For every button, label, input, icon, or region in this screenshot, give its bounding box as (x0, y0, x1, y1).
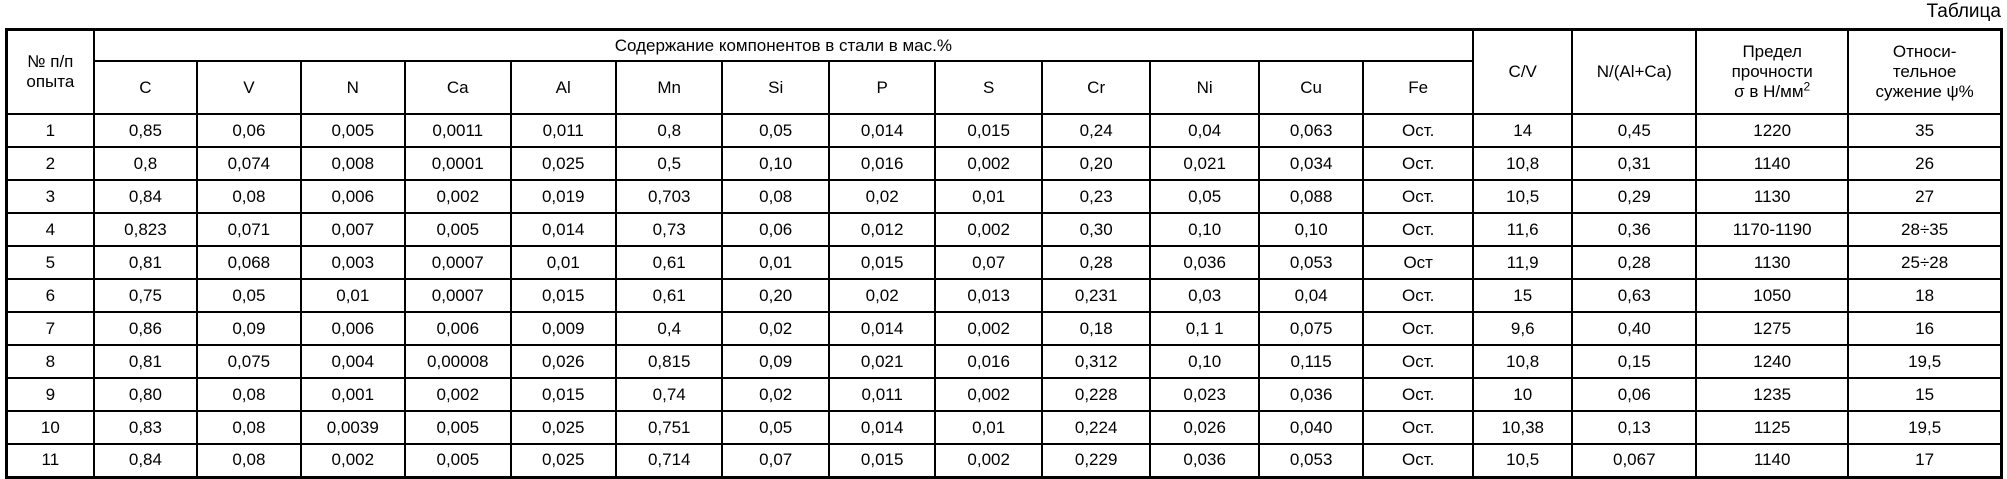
table-cell: 0,823 (94, 213, 197, 246)
table-row (7, 213, 2002, 246)
table-cell: 0,0001 (405, 147, 510, 180)
table-cell: 0,003 (301, 246, 405, 279)
table-cell: 0,012 (829, 213, 935, 246)
table-cell: 0,40 (1572, 312, 1696, 345)
table-cell: 0,74 (616, 378, 722, 411)
col-header-element-v: V (197, 61, 300, 114)
table-cell: 0,01 (935, 411, 1041, 444)
table-cell: 0,088 (1259, 180, 1363, 213)
table-cell: 0,015 (935, 114, 1041, 147)
table-cell: 0,002 (935, 444, 1041, 477)
table-cell: 0,06 (722, 213, 828, 246)
table-cell: 0,014 (829, 114, 935, 147)
col-header-element-c: C (94, 61, 197, 114)
table-cell: 0,224 (1042, 411, 1151, 444)
table-cell: 0,005 (405, 411, 510, 444)
table-cell: 0,007 (301, 213, 405, 246)
strength-line2: прочности (1731, 62, 1813, 81)
table-cell: 0,008 (301, 147, 405, 180)
table-row (7, 246, 2002, 279)
col-header-element-ca: Ca (405, 61, 510, 114)
table-cell: Ост. (1363, 345, 1473, 378)
table-cell: 0,24 (1042, 114, 1151, 147)
table-cell: 0,01 (722, 246, 828, 279)
table-cell: 0,021 (829, 345, 935, 378)
table-cell: 0,703 (616, 180, 722, 213)
table-cell: 0,075 (1259, 312, 1363, 345)
table-cell: 0,002 (935, 312, 1041, 345)
table-row (7, 114, 2002, 147)
table-cell: 0,05 (1150, 180, 1259, 213)
table-cell: 0,016 (829, 147, 935, 180)
table-cell: 0,025 (511, 411, 616, 444)
table-cell: 0,075 (197, 345, 300, 378)
table-cell: 2 (7, 147, 94, 180)
table-cell: Ост. (1363, 114, 1473, 147)
table-cell: 0,067 (1572, 444, 1696, 477)
table-cell: 0,20 (1042, 147, 1151, 180)
table-cell: 0,714 (616, 444, 722, 477)
table-cell: 0,002 (935, 213, 1041, 246)
table-cell: 1275 (1696, 312, 1848, 345)
table-cell: 4 (7, 213, 94, 246)
table-cell: 0,75 (94, 279, 197, 312)
table-cell: Ост. (1363, 444, 1473, 477)
col-header-element-p: P (829, 61, 935, 114)
table-cell: 0,28 (1572, 246, 1696, 279)
col-header-experiment-number (7, 30, 94, 115)
table-cell: 0,80 (94, 378, 197, 411)
table-cell: Ост. (1363, 213, 1473, 246)
table-cell: 0,8 (94, 147, 197, 180)
table-cell: 0,014 (829, 312, 935, 345)
col-header-element-fe: Fe (1363, 61, 1473, 114)
experiment-number-line2: опыта (26, 72, 75, 91)
table-cell: Ост. (1363, 147, 1473, 180)
table-cell: 1130 (1696, 180, 1848, 213)
table-cell: 0,004 (301, 345, 405, 378)
table-cell: 0,002 (405, 180, 510, 213)
col-header-element-cu: Cu (1259, 61, 1363, 114)
col-header-element-mn: Mn (616, 61, 722, 114)
table-cell: 0,13 (1572, 411, 1696, 444)
col-header-element-al: Al (511, 61, 616, 114)
table-row (7, 378, 2002, 411)
table-cell: 1130 (1696, 246, 1848, 279)
table-row (7, 147, 2002, 180)
table-cell: 25÷28 (1848, 246, 2001, 279)
col-header-n-alca-ratio: N/(Al+Ca) (1572, 30, 1696, 115)
table-cell: 0,011 (511, 114, 616, 147)
table-cell: 14 (1473, 114, 1572, 147)
table-cell: 0,05 (722, 411, 828, 444)
table-body (7, 114, 2002, 477)
table-cell: 5 (7, 246, 94, 279)
table-cell: 0,08 (722, 180, 828, 213)
table-cell: 0,751 (616, 411, 722, 444)
table-cell: 10,8 (1473, 345, 1572, 378)
table-cell: 1235 (1696, 378, 1848, 411)
table-cell: 0,0011 (405, 114, 510, 147)
narrowing-line3: сужение ψ% (1875, 82, 1974, 101)
narrowing-line2: тельное (1892, 62, 1957, 81)
table-cell: 10 (7, 411, 94, 444)
table-cell: 1125 (1696, 411, 1848, 444)
table-cell: 0,063 (1259, 114, 1363, 147)
strength-line3: σ в Н/мм (1734, 82, 1804, 101)
table-cell: Ост (1363, 246, 1473, 279)
table-cell: 0,07 (935, 246, 1041, 279)
table-cell: 0,021 (1150, 147, 1259, 180)
table-cell: 28÷35 (1848, 213, 2001, 246)
col-header-element-s: S (935, 61, 1041, 114)
table-cell: 0,09 (722, 345, 828, 378)
table-cell: 27 (1848, 180, 2001, 213)
table-cell: 0,015 (511, 279, 616, 312)
table-cell: Ост. (1363, 411, 1473, 444)
table-cell: 0,10 (1259, 213, 1363, 246)
table-cell: 0,115 (1259, 345, 1363, 378)
table-cell: 0,05 (197, 279, 300, 312)
table-cell: 0,8 (616, 114, 722, 147)
table-cell: 0,20 (722, 279, 828, 312)
table-header (7, 30, 2002, 115)
table-cell: 0,01 (511, 246, 616, 279)
table-cell: Ост. (1363, 312, 1473, 345)
table-row (7, 345, 2002, 378)
table-cell: 0,02 (829, 279, 935, 312)
table-cell: 0,07 (722, 444, 828, 477)
table-cell: 15 (1848, 378, 2001, 411)
table-cell: 0,01 (301, 279, 405, 312)
table-cell: 0,08 (197, 180, 300, 213)
table-cell: 0,006 (405, 312, 510, 345)
table-cell: 0,025 (511, 147, 616, 180)
table-cell: 0,006 (301, 180, 405, 213)
table-cell: 11,9 (1473, 246, 1572, 279)
table-cell: Ост. (1363, 378, 1473, 411)
table-cell: 0,10 (1150, 213, 1259, 246)
table-cell: 0,01 (935, 180, 1041, 213)
table-cell: 10,5 (1473, 180, 1572, 213)
table-cell: 0,02 (829, 180, 935, 213)
table-cell: 0,08 (197, 444, 300, 477)
table-cell: 0,15 (1572, 345, 1696, 378)
table-cell: 9 (7, 378, 94, 411)
table-cell: 0,84 (94, 180, 197, 213)
table-cell: 0,28 (1042, 246, 1151, 279)
table-cell: 0,1 1 (1150, 312, 1259, 345)
table-cell: 0,0039 (301, 411, 405, 444)
table-cell: 3 (7, 180, 94, 213)
table-cell: 0,074 (197, 147, 300, 180)
table-cell: 0,034 (1259, 147, 1363, 180)
table-cell: 0,009 (511, 312, 616, 345)
table-cell: 0,228 (1042, 378, 1151, 411)
table-cell: 0,053 (1259, 246, 1363, 279)
table-cell: 0,815 (616, 345, 722, 378)
strength-line1: Предел (1742, 42, 1802, 61)
table-cell: 18 (1848, 279, 2001, 312)
table-cell: 0,006 (301, 312, 405, 345)
table-cell: 0,61 (616, 246, 722, 279)
table-cell: 15 (1473, 279, 1572, 312)
table-cell: 0,73 (616, 213, 722, 246)
table-cell: 0,02 (722, 312, 828, 345)
col-header-element-n: N (301, 61, 405, 114)
col-header-relative-narrowing (1848, 30, 2001, 115)
strength-superscript: 2 (1803, 79, 1811, 94)
table-cell: 19,5 (1848, 345, 2001, 378)
table-cell: 1220 (1696, 114, 1848, 147)
table-cell: 0,00008 (405, 345, 510, 378)
table-cell: 0,068 (197, 246, 300, 279)
table-cell: 0,231 (1042, 279, 1151, 312)
table-cell: 0,61 (616, 279, 722, 312)
table-cell: 19,5 (1848, 411, 2001, 444)
experiment-number-line1: № п/п (27, 52, 74, 71)
table-cell: 0,30 (1042, 213, 1151, 246)
table-cell: 0,053 (1259, 444, 1363, 477)
col-header-element-ni: Ni (1150, 61, 1259, 114)
header-row-group (7, 30, 2002, 62)
table-cell: 0,05 (722, 114, 828, 147)
table-cell: 0,312 (1042, 345, 1151, 378)
table-cell: 0,23 (1042, 180, 1151, 213)
table-cell: 1140 (1696, 444, 1848, 477)
table-cell: 0,85 (94, 114, 197, 147)
table-cell: 0,002 (301, 444, 405, 477)
table-cell: 0,4 (616, 312, 722, 345)
table-cell: 0,016 (935, 345, 1041, 378)
table-cell: 9,6 (1473, 312, 1572, 345)
table-cell: 0,86 (94, 312, 197, 345)
table-cell: 0,29 (1572, 180, 1696, 213)
table-cell: 0,005 (301, 114, 405, 147)
table-cell: 0,005 (405, 444, 510, 477)
table-cell: 0,04 (1150, 114, 1259, 147)
table-cell: 0,014 (511, 213, 616, 246)
table-row (7, 444, 2002, 477)
table-cell: 0,10 (722, 147, 828, 180)
table-cell: 0,10 (1150, 345, 1259, 378)
table-cell: 0,071 (197, 213, 300, 246)
table-cell: 0,36 (1572, 213, 1696, 246)
table-cell: 0,036 (1259, 378, 1363, 411)
table-cell: 0,03 (1150, 279, 1259, 312)
table-cell: 0,036 (1150, 246, 1259, 279)
steel-composition-table (5, 28, 2003, 479)
table-cell: 0,06 (1572, 378, 1696, 411)
col-header-cv-ratio: C/V (1473, 30, 1572, 115)
table-cell: 0,015 (829, 246, 935, 279)
table-cell: 11 (7, 444, 94, 477)
table-cell: 8 (7, 345, 94, 378)
table-cell: 0,026 (511, 345, 616, 378)
table-cell: 1 (7, 114, 94, 147)
table-cell: Ост. (1363, 180, 1473, 213)
table-cell: 0,015 (511, 378, 616, 411)
table-cell: 0,08 (197, 411, 300, 444)
table-cell: 0,229 (1042, 444, 1151, 477)
table-cell: 1050 (1696, 279, 1848, 312)
table-cell: 0,02 (722, 378, 828, 411)
table-caption: Таблица (1926, 1, 2001, 22)
table-cell: 0,83 (94, 411, 197, 444)
table-cell: Ост. (1363, 279, 1473, 312)
table-cell: 7 (7, 312, 94, 345)
table-cell: 0,0007 (405, 246, 510, 279)
table-cell: 0,04 (1259, 279, 1363, 312)
table-cell: 10,38 (1473, 411, 1572, 444)
table-row (7, 180, 2002, 213)
col-header-element-si: Si (722, 61, 828, 114)
table-row (7, 312, 2002, 345)
table-cell: 0,011 (829, 378, 935, 411)
table-cell: 0,040 (1259, 411, 1363, 444)
table-cell: 10 (1473, 378, 1572, 411)
table-row (7, 411, 2002, 444)
table-cell: 0,08 (197, 378, 300, 411)
table-cell: 16 (1848, 312, 2001, 345)
table-cell: 0,002 (405, 378, 510, 411)
table-cell: 0,09 (197, 312, 300, 345)
table-cell: 0,84 (94, 444, 197, 477)
table-cell: 1240 (1696, 345, 1848, 378)
table-cell: 0,002 (935, 378, 1041, 411)
table-cell: 0,026 (1150, 411, 1259, 444)
table-cell: 0,025 (511, 444, 616, 477)
table-cell: 35 (1848, 114, 2001, 147)
table-cell: 0,45 (1572, 114, 1696, 147)
table-cell: 0,0007 (405, 279, 510, 312)
table-cell: 0,015 (829, 444, 935, 477)
table-cell: 0,81 (94, 246, 197, 279)
table-cell: 0,06 (197, 114, 300, 147)
table-cell: 0,014 (829, 411, 935, 444)
table-cell: 0,31 (1572, 147, 1696, 180)
col-group-header-composition: Содержание компонентов в стали в мас.% (94, 30, 1473, 62)
table-cell: 11,6 (1473, 213, 1572, 246)
table-row (7, 279, 2002, 312)
table-cell: 1170-1190 (1696, 213, 1848, 246)
narrowing-line1: Относи- (1892, 42, 1957, 61)
table-cell: 6 (7, 279, 94, 312)
table-cell: 0,036 (1150, 444, 1259, 477)
table-cell: 1140 (1696, 147, 1848, 180)
table-cell: 0,001 (301, 378, 405, 411)
table-cell: 10,8 (1473, 147, 1572, 180)
table-cell: 0,81 (94, 345, 197, 378)
table-cell: 26 (1848, 147, 2001, 180)
table-cell: 10,5 (1473, 444, 1572, 477)
table-cell: 0,002 (935, 147, 1041, 180)
col-header-element-cr: Cr (1042, 61, 1151, 114)
table-cell: 0,019 (511, 180, 616, 213)
table-cell: 17 (1848, 444, 2001, 477)
table-cell: 0,18 (1042, 312, 1151, 345)
table-cell: 0,005 (405, 213, 510, 246)
table-cell: 0,023 (1150, 378, 1259, 411)
col-header-tensile-strength (1696, 30, 1848, 115)
table-cell: 0,5 (616, 147, 722, 180)
table-cell: 0,63 (1572, 279, 1696, 312)
table-cell: 0,013 (935, 279, 1041, 312)
